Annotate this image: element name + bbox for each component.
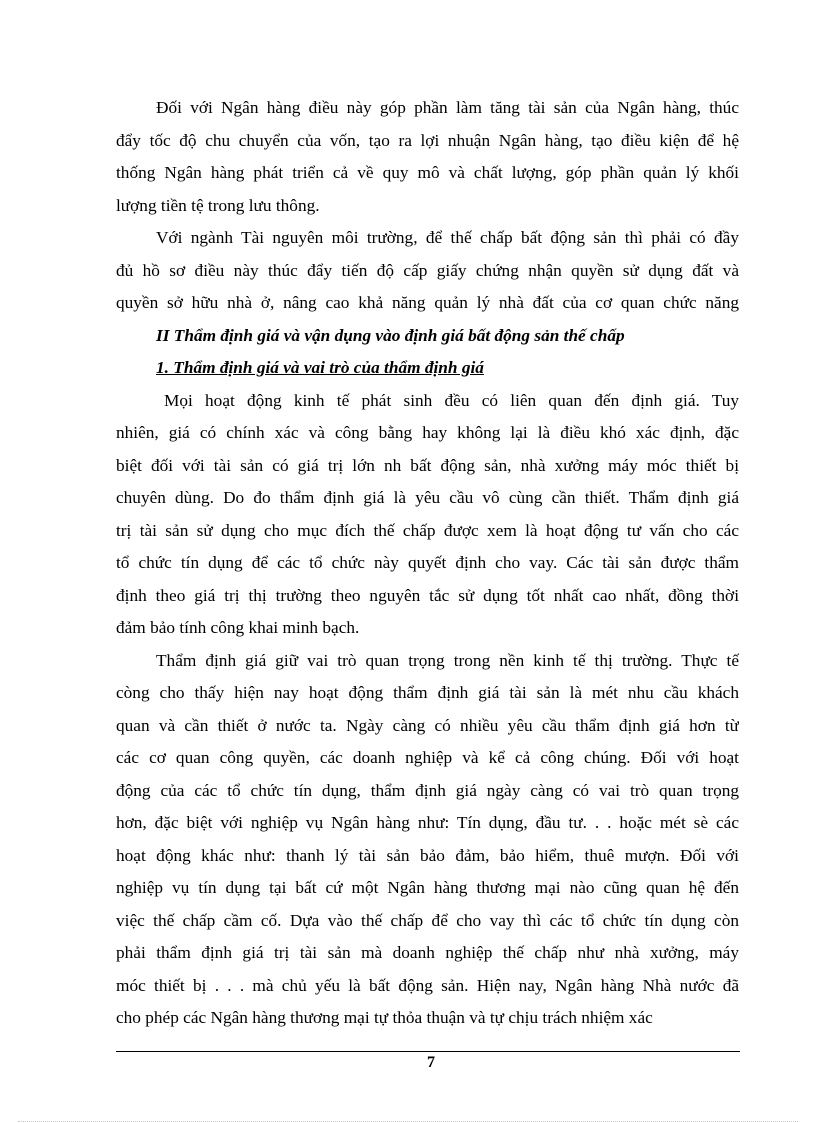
page-number: 7 [427, 1054, 435, 1071]
text-line: móc thiết bị . . . mà chủ yếu là bất động sản. Hiện nay, Ngân hàng Nhà nước đã [116, 975, 739, 995]
text-line: trị tài sản sử dụng cho mục đích thế chấp được xem là hoạt động tư vấn cho các [116, 520, 739, 540]
text-line: động của các tổ chức tín dụng, thẩm định giá ngày càng có vai trò quan trọng [116, 780, 739, 800]
text-line: đẩy tốc độ chu chuyển của vốn, tạo ra lợi nhuận Ngân hàng, tạo điều kiện để hệ [116, 130, 739, 150]
text-line: định theo giá trị thị trường theo nguyên tắc sử dụng tốt nhất cao nhất, đồng thời [116, 585, 739, 605]
text-line: Đối với Ngân hàng điều này góp phần làm tăng tài sản của Ngân hàng, thúc [156, 98, 739, 117]
text-line: các cơ quan công quyền, các doanh nghiệp và kể cả công chúng. Đối với hoạt [116, 748, 739, 767]
page-content [116, 92, 739, 1035]
text-line: nghiệp vụ tín dụng tại bất cứ một Ngân hàng thương mại nào cũng quan hệ đến [116, 878, 739, 897]
paragraph-valuation-intro [116, 385, 739, 645]
paragraph-valuation-role [116, 645, 739, 1035]
text-line: hoạt động khác như: thanh lý tài sản bảo đảm, bảo hiểm, thuê mượn. Đối với [116, 845, 739, 865]
text-line: hơn, đặc biệt với nghiệp vụ Ngân hàng như: Tín dụng, đầu tư. . . hoặc mét sè các [116, 813, 739, 832]
paragraph-natural-resources [116, 222, 739, 320]
section-heading: II Thẩm định giá và vận dụng vào định giá bất động sản thế chấp [156, 325, 625, 345]
text-line: Mọi hoạt động kinh tế phát sinh đều có liên quan đến định giá. Tuy [164, 390, 739, 410]
text-line: cho phép các Ngân hàng thương mại tự thỏa thuận và tự chịu trách nhiệm xác [116, 1008, 653, 1027]
text-line: Thẩm định giá giữ vai trò quan trọng trong nền kinh tế thị trường. Thực tế [156, 650, 739, 670]
text-line: nhiên, giá có chính xác và công bằng hay không lại là điều khó xác định, đặc [116, 423, 739, 442]
text-line: đảm bảo tính công khai minh bạch. [116, 618, 360, 637]
footer-divider [116, 1051, 740, 1052]
page-edge-divider [18, 1121, 798, 1122]
text-line: việc thế chấp cầm cố. Dựa vào thế chấp để cho vay thì các tổ chức tín dụng còn [116, 910, 739, 930]
text-line: quan và cần thiết ở nước ta. Ngày càng có nhiều yêu cầu thẩm định giá hơn từ [116, 715, 739, 735]
text-line: lượng tiền tệ trong lưu thông. [116, 195, 320, 215]
text-line: đủ hồ sơ điều này thúc đẩy tiến độ cấp giấy chứng nhận quyền sử dụng đất và [116, 260, 739, 280]
text-line: thống Ngân hàng phát triển cả về quy mô và chất lượng, góp phần quản lý khối [116, 163, 739, 182]
text-line: tổ chức tín dụng để các tổ chức này quyết định cho vay. Các tài sản được thẩm [116, 553, 739, 572]
text-line: phải thẩm định giá trị tài sản mà doanh nghiệp thế chấp như nhà xưởng, máy [116, 943, 739, 962]
paragraph-bank-benefits [116, 92, 739, 222]
text-line: biệt đối với tài sản có giá trị lớn nh bất động sản, nhà xưởng máy móc thiết bị [116, 455, 739, 475]
text-line: còng cho thấy hiện nay hoạt động thẩm định giá tài sản là mét nhu cầu khách [116, 683, 739, 702]
text-line: chuyên dùng. Do đo thẩm định giá là yêu cầu vô cùng cần thiết. Thẩm định giá [116, 488, 739, 507]
subsection-heading: 1. Thẩm định giá và vai trò của thẩm định giá [156, 358, 484, 377]
text-line: Với ngành Tài nguyên môi trường, để thế chấp bất động sản thì phải có đầy [156, 228, 739, 247]
text-line: quyền sở hữu nhà ở, nâng cao khả năng quản lý nhà đất của cơ quan chức năng [116, 293, 739, 312]
